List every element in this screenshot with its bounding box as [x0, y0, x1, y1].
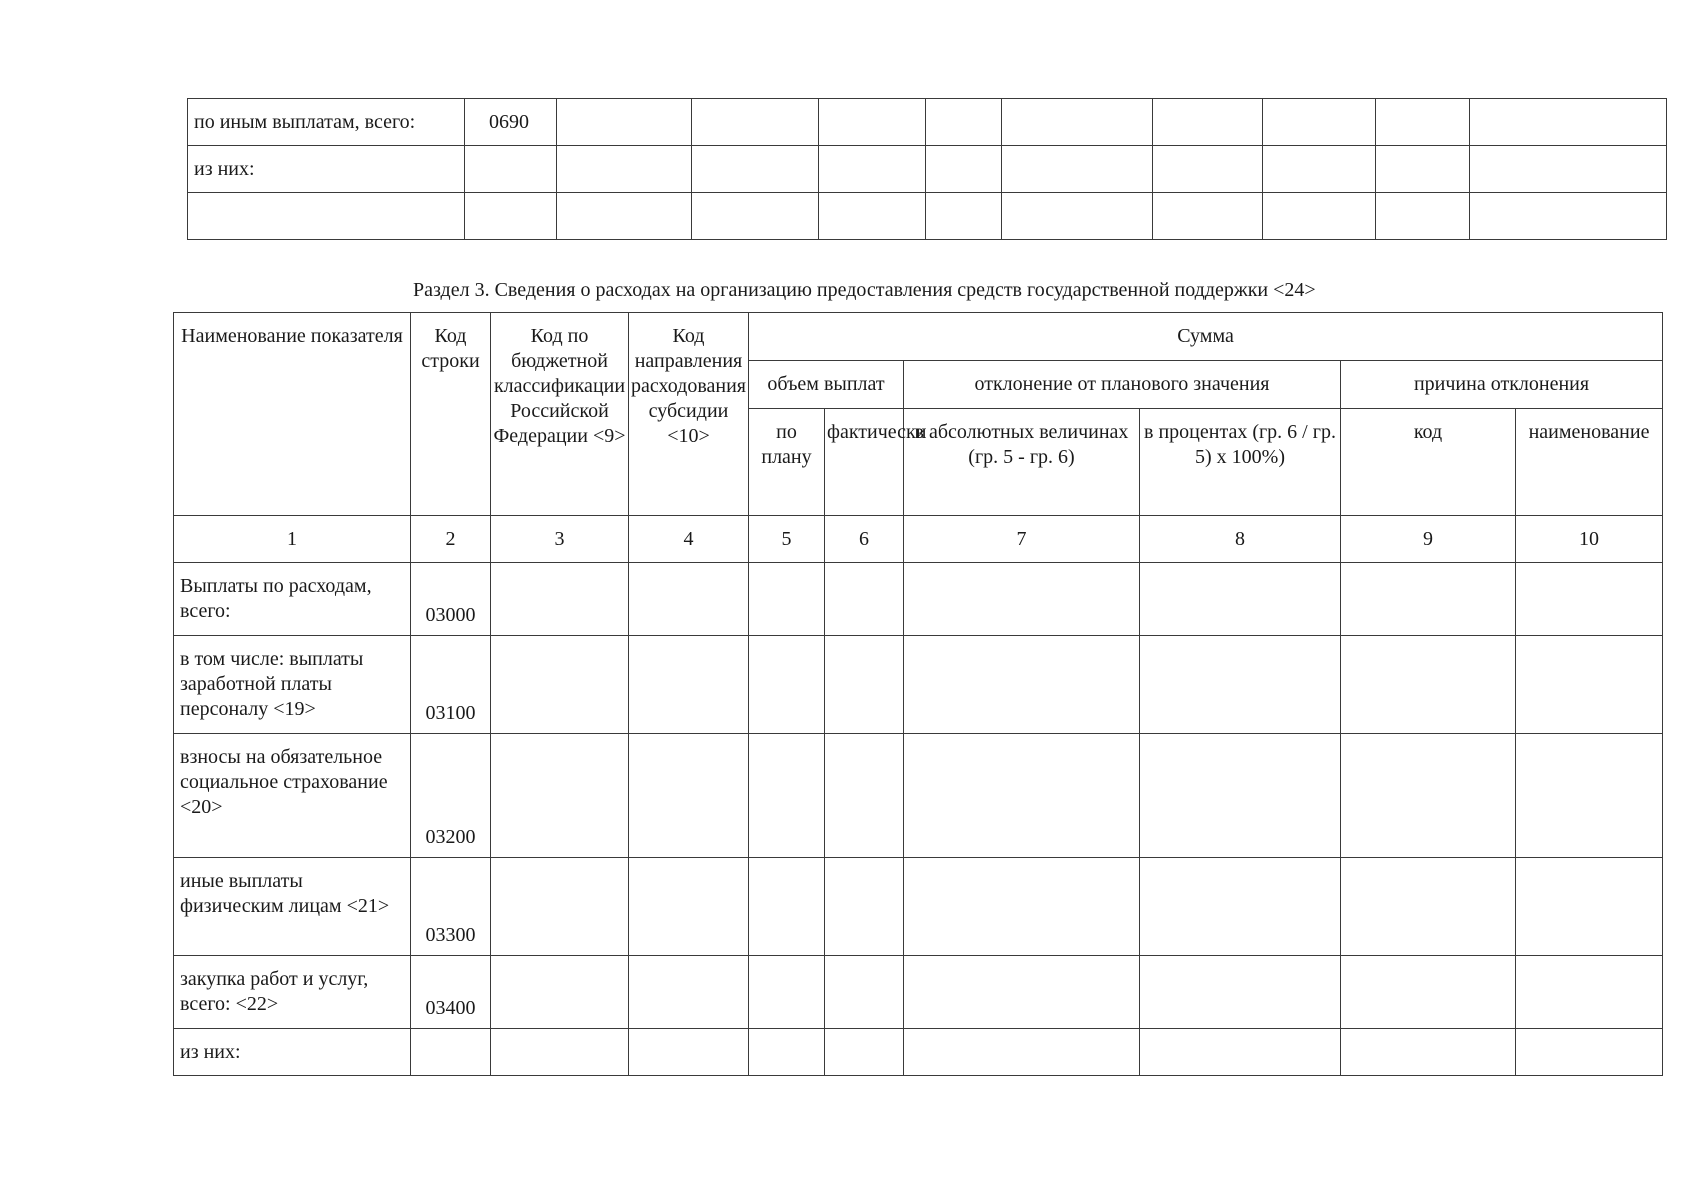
row-label: взносы на обязательное социальное страхование <20> [174, 734, 411, 858]
cell[interactable] [1140, 858, 1341, 956]
cell[interactable] [904, 858, 1140, 956]
cell[interactable] [749, 956, 825, 1029]
cell[interactable] [825, 563, 904, 636]
cell[interactable] [1516, 858, 1663, 956]
cell[interactable] [1341, 563, 1516, 636]
cell[interactable] [1002, 146, 1153, 193]
cell[interactable] [1263, 193, 1376, 240]
cell[interactable] [904, 956, 1140, 1029]
header-deviation-reason: причина отклонения [1341, 361, 1663, 409]
cell[interactable] [1516, 1029, 1663, 1076]
cell[interactable] [1376, 146, 1470, 193]
cell[interactable] [557, 146, 692, 193]
cell[interactable] [1140, 734, 1341, 858]
column-number: 1 [174, 516, 411, 563]
header-sum: Сумма [749, 313, 1663, 361]
cell[interactable] [904, 563, 1140, 636]
row-label: закупка работ и услуг, всего: <22> [174, 956, 411, 1029]
column-number: 2 [411, 516, 491, 563]
header-budget-code: Код по бюджетной классификации Российской Федерации <9> [491, 313, 629, 516]
cell[interactable] [1516, 956, 1663, 1029]
cell[interactable] [926, 99, 1002, 146]
row-code [465, 193, 557, 240]
header-actual: фактически [825, 409, 904, 516]
row-label: Выплаты по расходам, всего: [174, 563, 411, 636]
cell[interactable] [629, 636, 749, 734]
cell[interactable] [904, 1029, 1140, 1076]
row-label: иные выплаты физическим лицам <21> [174, 858, 411, 956]
column-number: 6 [825, 516, 904, 563]
row-code: 03200 [411, 734, 491, 858]
column-number: 8 [1140, 516, 1341, 563]
cell[interactable] [749, 1029, 825, 1076]
cell[interactable] [491, 956, 629, 1029]
cell[interactable] [557, 193, 692, 240]
table-row [188, 193, 1667, 240]
section-title: Раздел 3. Сведения о расходах на организацию предоставления средств государственной поддержки <24> [413, 279, 1316, 301]
header-reason-code: код [1341, 409, 1516, 516]
row-code: 03100 [411, 636, 491, 734]
header-absolute: в абсолютных величинах (гр. 5 - гр. 6) [904, 409, 1140, 516]
row-label: из них: [174, 1029, 411, 1076]
cell[interactable] [1002, 193, 1153, 240]
cell[interactable] [1470, 146, 1667, 193]
column-number: 9 [1341, 516, 1516, 563]
row-code: 03000 [411, 563, 491, 636]
cell[interactable] [1153, 99, 1263, 146]
row-label: в том числе: выплаты заработной платы персоналу <19> [174, 636, 411, 734]
row-code: 03400 [411, 956, 491, 1029]
cell[interactable] [825, 956, 904, 1029]
expenses-table [173, 312, 1663, 1076]
cell[interactable] [1341, 858, 1516, 956]
cell[interactable] [1140, 563, 1341, 636]
row-code [411, 1029, 491, 1076]
cell[interactable] [825, 734, 904, 858]
other-payments-table [187, 98, 1667, 240]
cell[interactable] [1516, 563, 1663, 636]
header-deviation: отклонение от планового значения [904, 361, 1341, 409]
table-row [188, 146, 1667, 193]
cell[interactable] [1153, 193, 1263, 240]
cell[interactable] [692, 193, 819, 240]
cell[interactable] [1263, 146, 1376, 193]
cell[interactable] [629, 858, 749, 956]
header-row [174, 313, 1663, 361]
table-row [188, 99, 1667, 146]
cell[interactable] [749, 734, 825, 858]
table-row [174, 1029, 1663, 1076]
header-row-code: Код строки [411, 313, 491, 516]
cell[interactable] [819, 193, 926, 240]
cell[interactable] [1140, 956, 1341, 1029]
cell[interactable] [749, 563, 825, 636]
cell[interactable] [825, 1029, 904, 1076]
column-number: 5 [749, 516, 825, 563]
cell[interactable] [749, 636, 825, 734]
column-number: 4 [629, 516, 749, 563]
cell[interactable] [1341, 734, 1516, 858]
row-code: 03300 [411, 858, 491, 956]
table-row [174, 563, 1663, 636]
table-row [174, 734, 1663, 858]
column-number: 10 [1516, 516, 1663, 563]
cell[interactable] [1002, 99, 1153, 146]
row-code: 0690 [465, 99, 557, 146]
cell[interactable] [825, 636, 904, 734]
cell[interactable] [819, 146, 926, 193]
header-direction-code: Код направления расходования субсидии <10> [629, 313, 749, 516]
cell[interactable] [1376, 99, 1470, 146]
cell[interactable] [926, 193, 1002, 240]
cell[interactable] [1470, 99, 1667, 146]
cell[interactable] [692, 146, 819, 193]
cell[interactable] [819, 99, 926, 146]
cell[interactable] [1470, 193, 1667, 240]
column-number-row [174, 516, 1663, 563]
cell[interactable] [1341, 1029, 1516, 1076]
cell[interactable] [1263, 99, 1376, 146]
cell[interactable] [491, 734, 629, 858]
row-label: по иным выплатам, всего: [188, 99, 465, 146]
row-label [188, 193, 465, 240]
cell[interactable] [1341, 956, 1516, 1029]
cell[interactable] [1153, 146, 1263, 193]
cell[interactable] [904, 636, 1140, 734]
header-by-plan: по плану [749, 409, 825, 516]
row-code [465, 146, 557, 193]
row-label: из них: [188, 146, 465, 193]
cell[interactable] [1341, 636, 1516, 734]
cell[interactable] [1376, 193, 1470, 240]
table-row [174, 858, 1663, 956]
table-row [174, 956, 1663, 1029]
cell[interactable] [491, 636, 629, 734]
cell[interactable] [491, 1029, 629, 1076]
cell[interactable] [629, 956, 749, 1029]
cell[interactable] [749, 858, 825, 956]
cell[interactable] [692, 99, 819, 146]
cell[interactable] [629, 734, 749, 858]
cell[interactable] [491, 563, 629, 636]
cell[interactable] [904, 734, 1140, 858]
cell[interactable] [1140, 1029, 1341, 1076]
cell[interactable] [926, 146, 1002, 193]
column-number: 3 [491, 516, 629, 563]
header-payments-volume: объем выплат [749, 361, 904, 409]
cell[interactable] [629, 563, 749, 636]
header-percent: в процентах (гр. 6 / гр. 5) x 100%) [1140, 409, 1341, 516]
cell[interactable] [557, 99, 692, 146]
cell[interactable] [1140, 636, 1341, 734]
cell[interactable] [629, 1029, 749, 1076]
cell[interactable] [1516, 734, 1663, 858]
header-name: Наименование показателя [174, 313, 411, 516]
table-row [174, 636, 1663, 734]
cell[interactable] [491, 858, 629, 956]
cell[interactable] [1516, 636, 1663, 734]
header-reason-name: наименование [1516, 409, 1663, 516]
column-number: 7 [904, 516, 1140, 563]
cell[interactable] [825, 858, 904, 956]
